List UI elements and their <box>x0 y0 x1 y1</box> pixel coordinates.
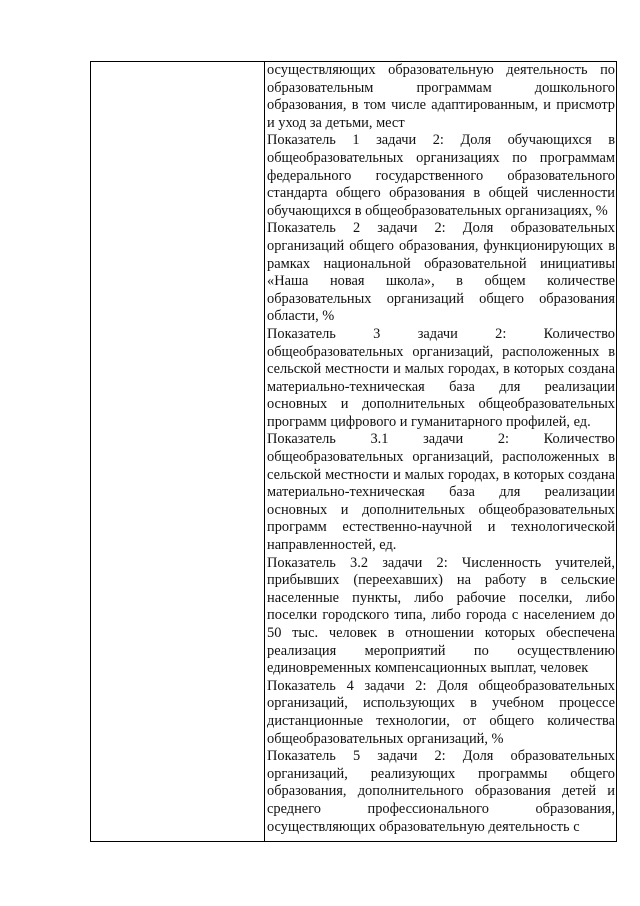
indicator-5-task-2: Показатель 5 задачи 2: Доля образовательных организаций, реализующих программы общего образования, дополнительного образования детей и среднего профессионального образования, осуществляющих образовательную деятельность с <box>267 748 615 835</box>
indicator-3-2-task-2: Показатель 3.2 задачи 2: Численность учителей, прибывших (переехавших) на работу в сельские населенные пункты, либо рабочие поселки, либо поселки городского типа, либо города с населением до 50 тыс. человек в отношении которых обеспечена реализация мероприятий по осуществлению единовременных компенсационных выплат, человек <box>267 554 615 677</box>
table-left-cell <box>91 62 265 841</box>
indicator-4-task-2: Показатель 4 задачи 2: Доля общеобразовательных организаций, использующих в учебном процессе дистанционные технологии, от общего количества общеобразовательных организаций, % <box>267 677 615 747</box>
table-right-cell <box>266 62 616 841</box>
indicators-table <box>90 61 617 842</box>
indicator-1-task-2: Показатель 1 задачи 2: Доля обучающихся в общеобразовательных организациях по программам федерального государственного образовательного стандарта общего образования в общей численности обучающихся в общеобразовательных организациях, % <box>267 132 615 219</box>
indicator-2-task-2: Показатель 2 задачи 2: Доля образовательных организаций общего образования, функционирующих в рамках национальной образовательной инициативы «Наша новая школа», в общем количестве образовательных организаций общего образования области, % <box>267 220 615 325</box>
paragraph-continuation: осуществляющих образовательную деятельность по образовательным программам дошкольного образования, в том числе адаптированным, и присмотр и уход за детьми, мест <box>267 62 615 131</box>
indicator-text <box>266 62 616 836</box>
indicator-3-1-task-2: Показатель 3.1 задачи 2: Количество общеобразовательных организаций, расположенных в сельской местности и малых городах, в которых создана материально-техническая база для реализации основных и дополнительных общеобразовательных программ естественно-научной и технологической направленностей, ед. <box>267 431 615 554</box>
indicator-3-task-2: Показатель 3 задачи 2: Количество общеобразовательных организаций, расположенных в сельской местности и малых городах, в которых создана материально-техническая база для реализации основных и дополнительных общеобразовательных программ цифрового и гуманитарного профилей, ед. <box>267 325 615 430</box>
